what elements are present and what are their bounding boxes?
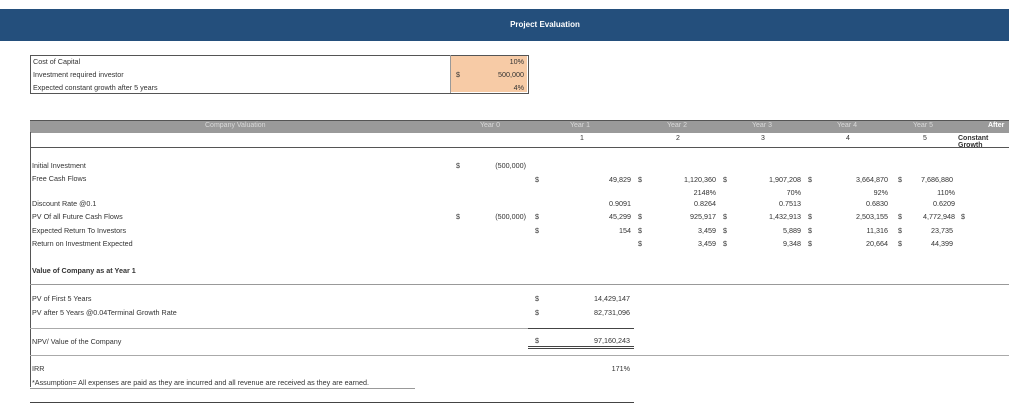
input-growth[interactable]: 4% bbox=[513, 83, 524, 92]
year-index-4: 4 bbox=[846, 135, 850, 142]
pv-future-y0: (500,000) bbox=[495, 212, 526, 221]
year-index-5: 5 bbox=[923, 135, 927, 142]
roi-y4: 20,664 bbox=[866, 239, 888, 248]
year-index-1: 1 bbox=[580, 135, 584, 142]
currency-symbol: $ bbox=[535, 175, 539, 184]
currency-symbol: $ bbox=[723, 239, 727, 248]
npv-value: 97,160,243 bbox=[594, 336, 630, 345]
year-index-3: 3 bbox=[761, 135, 765, 142]
page-title: Project Evaluation bbox=[510, 20, 580, 29]
currency-symbol: $ bbox=[638, 226, 642, 235]
fcf-y5: 7,686,880 bbox=[921, 175, 953, 184]
pv-first5-label: PV of First 5 Years bbox=[32, 294, 92, 303]
discount-y1: 0.9091 bbox=[609, 199, 631, 208]
growth-y2: 2148% bbox=[693, 188, 716, 197]
constant-growth-label: Constant Growth bbox=[958, 135, 989, 149]
input-label-growth: Expected constant growth after 5 years bbox=[33, 83, 158, 92]
irr-label: IRR bbox=[32, 364, 45, 373]
company-valuation-heading: Company Valuation bbox=[205, 122, 266, 129]
currency-symbol: $ bbox=[535, 226, 539, 235]
pv-after5-label: PV after 5 Years @0.04Terminal Growth Rate bbox=[32, 308, 177, 317]
pv-future-y4: 2,503,155 bbox=[856, 212, 888, 221]
row-label-discount-rate: Discount Rate @0.1 bbox=[32, 199, 97, 208]
pv-future-y5: 4,772,948 bbox=[923, 212, 955, 221]
row-label-expected-return: Expected Return To Investors bbox=[32, 226, 127, 235]
fcf-y3: 1,907,208 bbox=[769, 175, 801, 184]
fcf-y2: 1,120,360 bbox=[684, 175, 716, 184]
year1-header: Year 1 bbox=[570, 122, 590, 129]
growth-y5: 110% bbox=[937, 188, 955, 197]
currency-symbol: $ bbox=[808, 239, 812, 248]
discount-y4: 0.6830 bbox=[866, 199, 888, 208]
input-label-cost-of-capital: Cost of Capital bbox=[33, 57, 81, 66]
pv-after5-value: 82,731,096 bbox=[594, 308, 630, 317]
discount-y3: 0.7513 bbox=[779, 199, 801, 208]
growth-y4: 92% bbox=[873, 188, 888, 197]
row-label-free-cash-flows: Free Cash Flows bbox=[32, 174, 87, 183]
currency-symbol: $ bbox=[456, 212, 460, 221]
currency-symbol: $ bbox=[808, 226, 812, 235]
year2-header: Year 2 bbox=[667, 122, 687, 129]
roi-y3: 9,348 bbox=[783, 239, 801, 248]
row-label-initial-investment: Initial Investment bbox=[32, 161, 86, 170]
growth-y3: 70% bbox=[786, 188, 801, 197]
year-index-2: 2 bbox=[676, 135, 680, 142]
fcf-y1: 49,829 bbox=[609, 175, 631, 184]
valuation-heading: Value of Company as at Year 1 bbox=[32, 266, 136, 275]
expected-return-y4: 11,316 bbox=[866, 226, 888, 235]
roi-y2: 3,459 bbox=[698, 239, 716, 248]
currency-symbol: $ bbox=[535, 294, 539, 303]
currency-symbol: $ bbox=[898, 239, 902, 248]
discount-y5: 0.6209 bbox=[933, 199, 955, 208]
initial-investment-y0: (500,000) bbox=[495, 161, 526, 170]
expected-return-y5: 23,735 bbox=[931, 226, 953, 235]
currency-symbol: $ bbox=[535, 212, 539, 221]
pv-future-y1: 45,299 bbox=[609, 212, 631, 221]
pv-future-y3: 1,432,913 bbox=[769, 212, 801, 221]
expected-return-y2: 3,459 bbox=[698, 226, 716, 235]
currency-symbol: $ bbox=[535, 336, 539, 345]
pv-future-y2: 925,917 bbox=[690, 212, 716, 221]
expected-return-y3: 5,889 bbox=[783, 226, 801, 235]
fcf-y4: 3,664,870 bbox=[856, 175, 888, 184]
currency-symbol: $ bbox=[898, 226, 902, 235]
assumption-note: *Assumption= All expenses are paid as they are incurred and all revenue are received as they are earned. bbox=[32, 378, 370, 387]
year3-header: Year 3 bbox=[752, 122, 772, 129]
valuation-subheader bbox=[30, 132, 1009, 148]
year0-header: Year 0 bbox=[480, 122, 500, 129]
input-label-investment: Investment required investor bbox=[33, 70, 124, 79]
currency-symbol: $ bbox=[723, 175, 727, 184]
currency-symbol: $ bbox=[808, 212, 812, 221]
irr-value: 171% bbox=[611, 364, 630, 373]
currency-symbol: $ bbox=[723, 226, 727, 235]
currency-symbol: $ bbox=[535, 308, 539, 317]
input-cost-of-capital[interactable]: 10% bbox=[509, 57, 524, 66]
currency-symbol: $ bbox=[898, 175, 902, 184]
currency-symbol: $ bbox=[638, 212, 642, 221]
pv-first5-value: 14,429,147 bbox=[594, 294, 630, 303]
row-label-roi: Return on Investment Expected bbox=[32, 239, 133, 248]
npv-label: NPV/ Value of the Company bbox=[32, 337, 122, 346]
currency-symbol: $ bbox=[456, 161, 460, 170]
currency-symbol: $ bbox=[898, 212, 902, 221]
discount-y2: 0.8264 bbox=[694, 199, 716, 208]
currency-symbol: $ bbox=[456, 70, 460, 79]
year4-header: Year 4 bbox=[837, 122, 857, 129]
row-label-pv-future: PV Of all Future Cash Flows bbox=[32, 212, 123, 221]
year5-header: Year 5 bbox=[913, 122, 933, 129]
currency-symbol: $ bbox=[808, 175, 812, 184]
input-investment[interactable]: 500,000 bbox=[498, 70, 524, 79]
after-header: After bbox=[988, 122, 1005, 129]
roi-y5: 44,399 bbox=[931, 239, 953, 248]
currency-symbol: $ bbox=[638, 175, 642, 184]
currency-symbol: $ bbox=[638, 239, 642, 248]
currency-symbol: $ bbox=[723, 212, 727, 221]
expected-return-y1: 154 bbox=[619, 226, 631, 235]
currency-symbol: $ bbox=[961, 212, 965, 221]
